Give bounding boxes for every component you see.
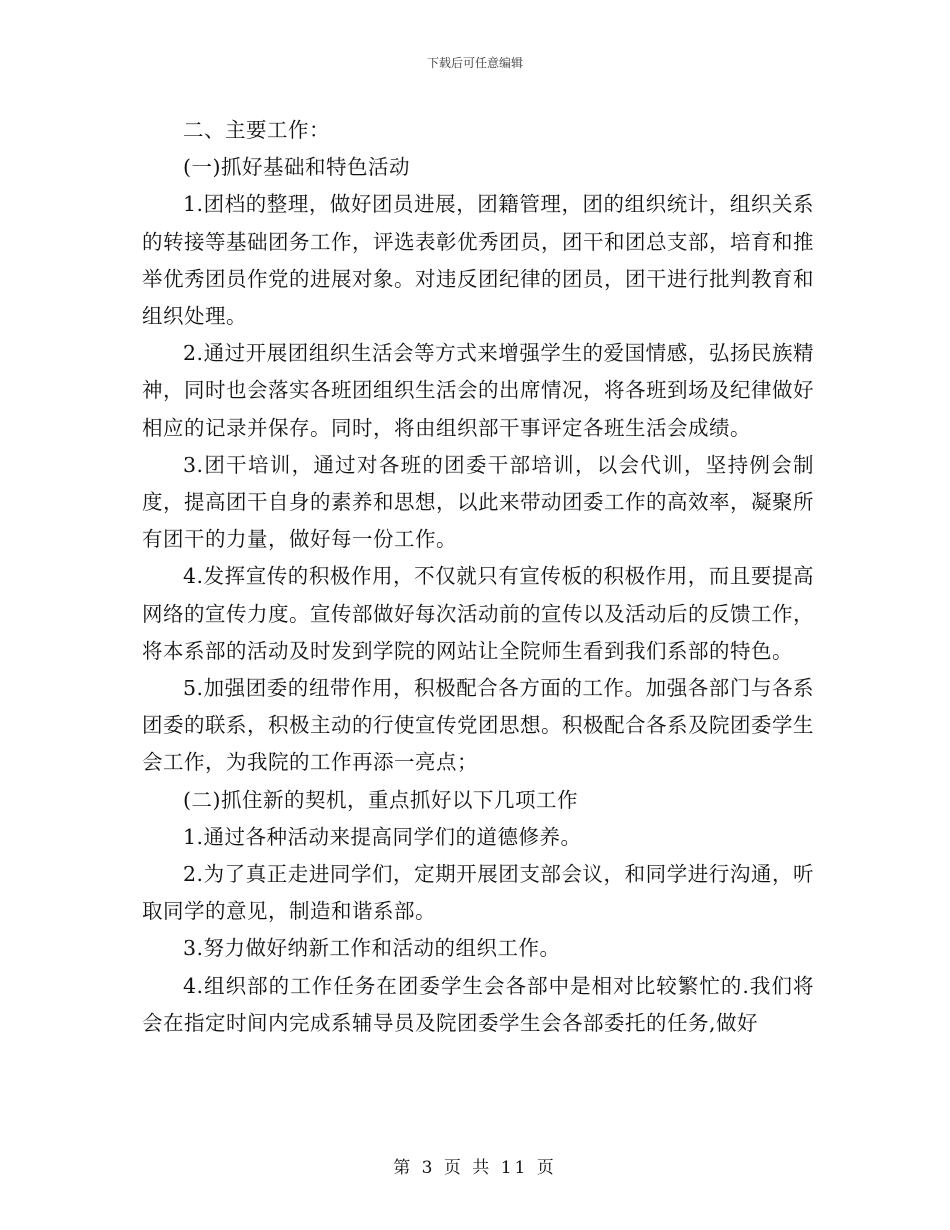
paragraph: 3.努力做好纳新工作和活动的组织工作。 (183, 936, 561, 961)
paragraph: 3.团干培训，通过对各班的团委干部培训，以会代训，坚持例会制度，提高团干自身的素养和思想，以此来带动团委工作的高效率，凝聚所有团干的力量，做好每一份工作。 (142, 452, 814, 552)
paragraph: 1.通过各种活动来提高同学们的道德修养。 (183, 824, 582, 849)
header-note: 下载后可任意编辑 (426, 56, 523, 70)
paragraph: 1.团档的整理，做好团员进展，团籍管理，团的组织统计，组织关系的转接等基础团务工作，评选表彰优秀团员，团干和团总支部，培育和推举优秀团员作党的进展对象。对违反团纪律的团员，团干进行批判教育和组织处理。 (142, 192, 814, 329)
subsection-heading: (二)抓住新的契机，重点抓好以下几项工作 (183, 787, 578, 812)
paragraph: 2.为了真正走进同学们，定期开展团支部会议，和同学进行沟通，听取同学的意见，制造和谐系部。 (142, 862, 814, 924)
section-heading: 二、主要工作： (183, 118, 330, 142)
subsection-heading: (一)抓好基础和特色活动 (183, 155, 410, 180)
paragraph: 2.通过开展团组织生活会等方式来增强学生的爱国情感，弘扬民族精神，同时也会落实各班团组织生活会的出席情况，将各班到场及纪律做好相应的记录并保存。同时，将由组织部干事评定各班生活会成绩。 (142, 341, 814, 440)
page-number: 第 3 页 共 11 页 (393, 1158, 557, 1178)
paragraph: 5.加强团委的纽带作用，积极配合各方面的工作。加强各部门与各系团委的联系，积极主动的行使宣传党团思想。积极配合各系及院团委学生会工作，为我院的工作再添一亮点； (142, 676, 814, 775)
paragraph: 4.组织部的工作任务在团委学生会各部中是相对比较繁忙的.我们将会在指定时间内完成系辅导员及院团委学生会各部委托的任务,做好 (142, 973, 814, 1035)
document-body (142, 112, 814, 1042)
paragraph: 4.发挥宣传的积极作用，不仅就只有宣传板的积极作用，而且要提高网络的宣传力度。宣传部做好每次活动前的宣传以及活动后的反馈工作，将本系部的活动及时发到学院的网站让全院师生看到我们系部的特色。 (142, 564, 814, 663)
